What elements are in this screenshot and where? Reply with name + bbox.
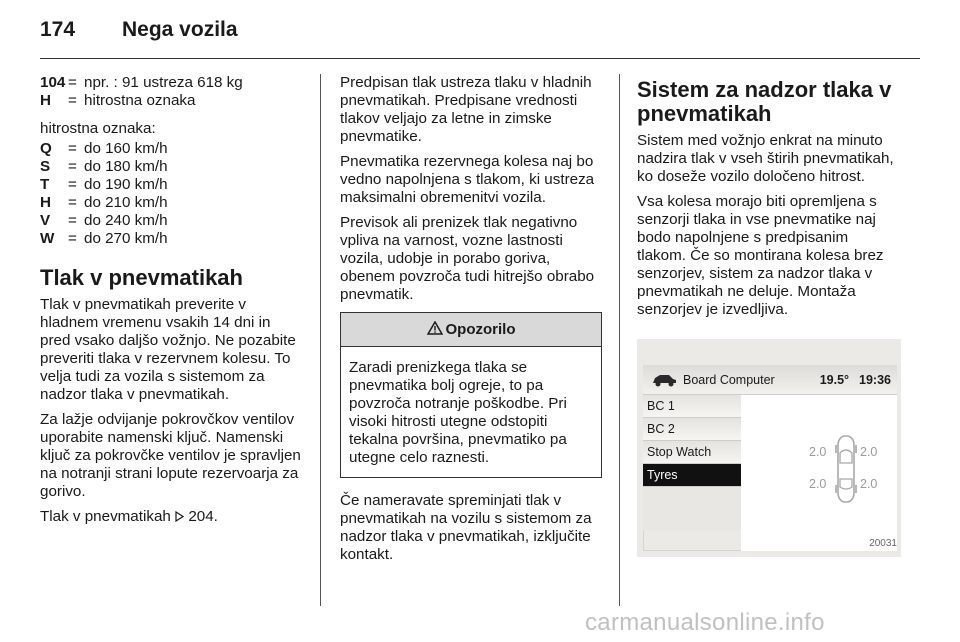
def-eq: =	[68, 92, 77, 109]
reference-page[interactable]: 204.	[188, 508, 218, 525]
def-eq: =	[68, 230, 77, 247]
menu-item-tyres[interactable]: Tyres	[643, 464, 741, 487]
definition-row	[40, 176, 302, 194]
column-divider	[619, 74, 620, 606]
display-titlebar	[643, 365, 897, 395]
warning-header	[341, 313, 601, 347]
def-value: npr. : 91 ustreza 618 kg	[84, 74, 243, 91]
display-title: Board Computer	[683, 372, 775, 387]
chapter-title: Nega vozila	[122, 18, 238, 41]
def-code: H	[40, 92, 51, 109]
def-value: do 160 km/h	[84, 140, 168, 157]
column-middle	[340, 74, 602, 571]
column-divider	[320, 74, 321, 606]
paragraph: Sistem med vožnjo enkrat na minuto nadzira tlak v vseh štirih pnevmatikah, ko doseže vozilo določeno hitrost.	[637, 132, 894, 185]
section-heading: Tlak v pnevmatikah	[40, 265, 243, 290]
board-computer-figure	[637, 339, 901, 557]
def-value: hitrostna oznaka	[84, 92, 196, 109]
menu-empty-area	[643, 487, 741, 531]
def-value: do 180 km/h	[84, 158, 168, 175]
column-left	[40, 74, 302, 533]
def-value: do 240 km/h	[84, 212, 168, 229]
warning-text: Zaradi prenizkega tlaka se pnevmatika bolj ogreje, to pa povzroča notranje poškodbe. Pri visoki hitrosti utegne odstopiti tekalna površina, pnevmatiko pa utegne celo raznesti.	[349, 359, 567, 466]
page-number: 174	[40, 18, 76, 41]
definition-row	[40, 230, 302, 248]
car-icon	[651, 373, 679, 387]
paragraph: Za lažje odvijanje pokrovčkov ventilov uporabite namenski ključ. Namenski ključ za pokrovčke ventilov je spravljen na notranji strani lopute rezervoarja za gorivo.	[40, 411, 301, 500]
definition-row	[40, 194, 302, 212]
pressure-rear-right: 2.0	[860, 477, 878, 491]
warning-title: Opozorilo	[445, 321, 516, 338]
def-eq: =	[68, 140, 77, 157]
def-code: 104	[40, 74, 66, 91]
speed-index-list	[40, 140, 302, 248]
def-code: W	[40, 230, 55, 247]
reference-text: Tlak v pnevmatikah	[40, 508, 171, 525]
section-heading: Sistem za nadzor tlaka v pnevmatikah	[637, 77, 892, 126]
def-code: S	[40, 158, 51, 175]
header-divider	[40, 58, 920, 59]
warning-box	[340, 312, 602, 478]
def-value: do 190 km/h	[84, 176, 168, 193]
paragraph: Pnevmatika rezervnega kolesa naj bo vedno napolnjena s tlakom, ki ustreza maksimalni obremenitvi vozila.	[340, 153, 595, 206]
paragraph: Če nameravate spreminjati tlak v pnevmatikah na vozilu s sistemom za nadzor tlaka v pnevmatikah, izključite kontakt.	[340, 492, 592, 563]
page-header	[40, 18, 238, 48]
def-code: Q	[40, 140, 52, 157]
pressure-front-left: 2.0	[809, 445, 827, 459]
column-right	[637, 74, 901, 557]
tyre-pressure-panel	[741, 395, 897, 551]
def-eq: =	[68, 194, 77, 211]
pressure-front-right: 2.0	[860, 445, 878, 459]
load-index-list	[40, 74, 302, 110]
paragraph: Previsok ali prenizek tlak negativno vpliva na varnost, vozne lastnosti vozila, udobje in porabo goriva, obenem povzroča tudi hitrejšo obrabo pnevmatik.	[340, 214, 595, 303]
definition-row	[40, 158, 302, 176]
display-menu	[643, 395, 741, 531]
display-time: 19:36	[859, 372, 891, 387]
menu-item-bc1[interactable]: BC 1	[643, 395, 741, 418]
definition-row	[40, 212, 302, 230]
menu-item-stop-watch[interactable]: Stop Watch	[643, 441, 741, 464]
def-code: T	[40, 176, 50, 193]
paragraph-reference	[40, 508, 302, 526]
page-reference-arrow-icon[interactable]	[175, 508, 188, 525]
def-code: H	[40, 194, 51, 211]
def-eq: =	[68, 158, 77, 175]
definition-row	[40, 74, 302, 92]
def-eq: =	[68, 74, 77, 91]
def-eq: =	[68, 176, 77, 193]
definition-row	[40, 92, 302, 110]
speed-intro: hitrostna oznaka:	[40, 120, 156, 137]
def-code: V	[40, 212, 51, 229]
warning-triangle-icon	[427, 313, 443, 347]
paragraph: Tlak v pnevmatikah preverite v hladnem vremenu vsakih 14 dni in pred vsako daljšo vožnjo. Ne pozabite preveriti tlaka v rezervnem kolesu. To velja tudi za vozila s sistemom za nadzor tlaka v pnevmatikah.	[40, 296, 296, 403]
def-eq: =	[68, 212, 77, 229]
display-temperature: 19.5°	[819, 372, 850, 387]
watermark: carmanualsonline.info	[585, 609, 825, 636]
paragraph: Predpisan tlak ustreza tlaku v hladnih pnevmatikah. Predpisane vrednosti tlakov veljajo za letne in zimske pnevmatike.	[340, 74, 592, 145]
menu-item-bc2[interactable]: BC 2	[643, 418, 741, 441]
figure-number: 20031	[869, 538, 897, 549]
pressure-rear-left: 2.0	[809, 477, 827, 491]
def-value: do 270 km/h	[84, 230, 168, 247]
def-value: do 210 km/h	[84, 194, 168, 211]
definition-row	[40, 140, 302, 158]
car-top-view-icon	[835, 433, 857, 510]
paragraph: Vsa kolesa morajo biti opremljena s senzorji tlaka in vse pnevmatike naj bodo napolnjene s predpisanim tlakom. Če so montirana kolesa brez senzorjev, sistem za nadzor tlaka v pnevmatikah ne deluje. Montaža senzorjev je izvedljiva.	[637, 193, 884, 318]
